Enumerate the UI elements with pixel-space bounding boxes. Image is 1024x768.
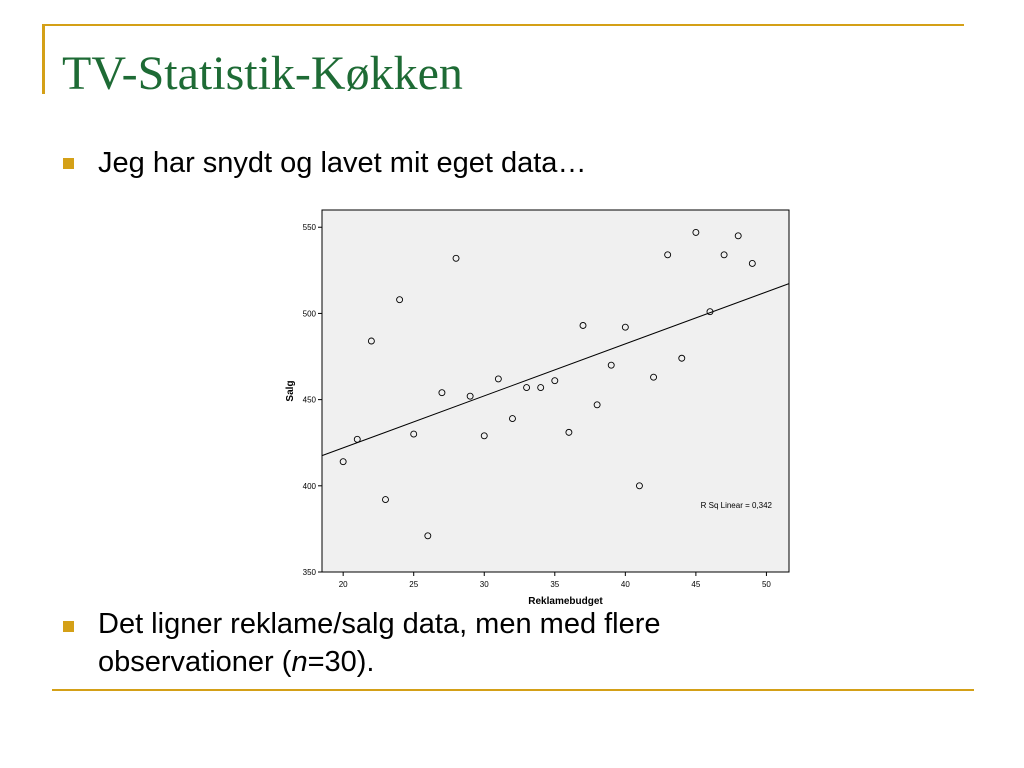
accent-bottom-line: [52, 689, 974, 691]
bullet-text-2-suffix: =30).: [307, 646, 375, 678]
bullet-square-icon: [63, 158, 74, 169]
slide-title: TV-Statistik-Køkken: [62, 47, 463, 100]
y-tick-label: 400: [302, 481, 316, 491]
bullet-text-2: [98, 605, 818, 681]
x-tick-label: 20: [338, 580, 348, 589]
y-tick-label: 500: [302, 309, 316, 319]
x-tick-label: 50: [761, 580, 771, 589]
accent-top-line: [42, 24, 964, 26]
plot-area: [322, 210, 789, 572]
x-tick-label: 35: [550, 580, 560, 589]
y-tick-label: 350: [302, 568, 316, 577]
x-tick-label: 25: [409, 580, 419, 589]
r-squared-annotation: R Sq Linear = 0,342: [700, 501, 772, 511]
y-tick-label: 550: [302, 223, 316, 233]
x-tick-label: 30: [479, 580, 489, 589]
accent-vertical-bar: [42, 24, 45, 94]
x-axis-label: Reklamebudget: [528, 596, 603, 607]
x-tick-label: 45: [691, 580, 701, 589]
y-tick-label: 450: [302, 395, 316, 405]
bullet-square-icon: [63, 621, 74, 632]
y-axis-label: Salg: [285, 380, 296, 402]
bullet-text-1: Jeg har snydt og lavet mit eget data…: [98, 147, 587, 179]
bullet-text-2-italic: n: [291, 646, 308, 678]
scatter-chart: [276, 204, 796, 614]
bullet-text-2-prefix: Det ligner reklame/salg data, men med flere observationer (: [98, 608, 661, 678]
x-tick-label: 40: [620, 580, 630, 589]
